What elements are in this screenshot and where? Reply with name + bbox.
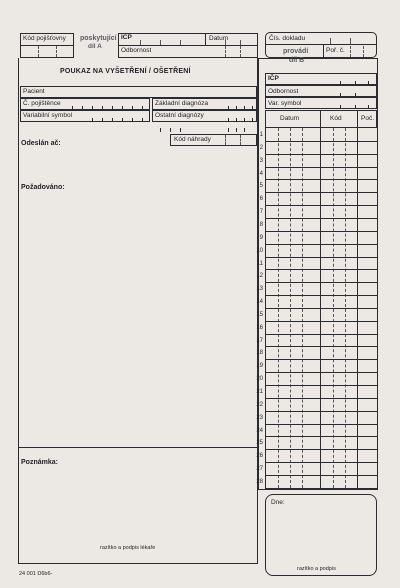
- doctor-stamp-signature: razítko a podpis lékaře: [100, 545, 156, 551]
- service-row-number: 12: [256, 273, 263, 280]
- service-row[interactable]: [266, 450, 376, 462]
- right-var-symbol-label: Var. symbol: [268, 100, 302, 107]
- service-row-number: 21: [256, 389, 263, 395]
- part-b-line1: provádí: [283, 48, 309, 55]
- service-row-number: 2: [259, 144, 263, 151]
- service-row-number: 28: [256, 478, 263, 485]
- service-row[interactable]: [266, 322, 376, 334]
- right-icp-label: IČP: [268, 75, 279, 82]
- service-row[interactable]: [266, 155, 376, 167]
- patient-field[interactable]: [20, 86, 257, 98]
- service-row[interactable]: [266, 335, 376, 347]
- service-row-number: 24: [256, 427, 263, 434]
- service-row[interactable]: [266, 463, 376, 475]
- service-row-number: 5: [259, 183, 263, 190]
- service-row-number: 19: [256, 363, 263, 370]
- service-row[interactable]: [266, 412, 376, 424]
- service-row[interactable]: [266, 309, 376, 321]
- service-row[interactable]: [266, 142, 376, 154]
- service-row[interactable]: [266, 232, 376, 244]
- service-row[interactable]: [266, 347, 376, 359]
- col-code: Kód: [330, 115, 342, 122]
- replacement-code-label: Kód náhrady: [174, 136, 211, 143]
- order-label: Poř. č.: [326, 47, 345, 54]
- other-diagnoses-label: Ostatní diagnózy: [155, 112, 204, 119]
- form-title: POUKAZ NA VYŠETŘENÍ / OŠETŘENÍ: [60, 68, 191, 75]
- service-row-number: 17: [256, 337, 263, 344]
- service-row[interactable]: [266, 245, 376, 257]
- insured-number-label: Č. pojištěnce: [23, 100, 61, 107]
- variable-symbol-label: Variabilní symbol: [23, 112, 73, 119]
- service-row-number: 6: [259, 196, 263, 203]
- service-row[interactable]: [266, 399, 376, 411]
- service-row-number: 15: [256, 311, 263, 318]
- right-specialty-label: Odbornost: [268, 88, 299, 95]
- col-date: Datum: [280, 115, 300, 122]
- part-a-line2: díl A: [88, 43, 102, 50]
- part-b-line2: díl B: [289, 57, 305, 64]
- service-row[interactable]: [266, 373, 376, 385]
- service-row-number: 1: [259, 132, 263, 138]
- service-row[interactable]: [266, 476, 376, 488]
- service-row-number: 10: [256, 247, 263, 254]
- service-row-number: 25: [256, 440, 263, 447]
- date-label: Datum: [209, 35, 229, 42]
- note-label: Poznámka:: [21, 459, 58, 466]
- service-row-number: 27: [256, 466, 263, 473]
- service-row-line: [265, 488, 377, 489]
- service-row-number: 18: [256, 350, 263, 357]
- stamp-signature: razítko a podpis: [297, 566, 336, 572]
- service-row-number: 13: [256, 286, 263, 293]
- service-row[interactable]: [266, 360, 376, 372]
- service-row[interactable]: [266, 437, 376, 449]
- service-row-number: 20: [256, 376, 263, 383]
- service-row[interactable]: [266, 206, 376, 218]
- service-row[interactable]: [266, 296, 376, 308]
- patient-label: Pacient: [23, 88, 45, 95]
- service-row-number: 16: [256, 324, 263, 331]
- insurance-code-label: Kód pojišťovny: [23, 35, 66, 42]
- service-row-number: 9: [259, 234, 263, 241]
- form-code: 24 001 D6b6-: [19, 571, 53, 577]
- service-row[interactable]: [266, 180, 376, 192]
- service-row-number: 7: [259, 209, 263, 216]
- service-row-number: 11: [256, 260, 263, 267]
- service-row[interactable]: [266, 386, 376, 398]
- service-row[interactable]: [266, 168, 376, 180]
- service-row[interactable]: [266, 425, 376, 437]
- sent-for-label: Odeslán ač:: [21, 140, 61, 147]
- service-row[interactable]: [266, 270, 376, 282]
- service-row-number: 14: [256, 299, 263, 306]
- col-count: Poč.: [361, 115, 375, 122]
- icp-label: IČP: [121, 34, 132, 41]
- day-label: Dne:: [271, 499, 285, 506]
- requested-label: Požadováno:: [21, 184, 65, 191]
- service-row-number: 22: [256, 401, 263, 408]
- part-a-line1: poskytující: [80, 35, 117, 42]
- right-icp-field[interactable]: [265, 73, 377, 85]
- document-number-label: Čís. dokladu: [269, 35, 306, 42]
- service-row-number: 4: [259, 170, 263, 177]
- service-row[interactable]: [266, 283, 376, 295]
- service-row-number: 23: [256, 414, 263, 421]
- specialty-label: Odbornost: [121, 47, 152, 54]
- service-row-number: 3: [259, 157, 263, 164]
- service-row[interactable]: [266, 219, 376, 231]
- service-row[interactable]: [266, 129, 376, 141]
- service-row[interactable]: [266, 258, 376, 270]
- service-row-number: 26: [256, 453, 263, 460]
- service-row[interactable]: [266, 193, 376, 205]
- primary-diagnosis-label: Základní diagnóza: [155, 100, 209, 107]
- service-row-number: 8: [259, 221, 263, 228]
